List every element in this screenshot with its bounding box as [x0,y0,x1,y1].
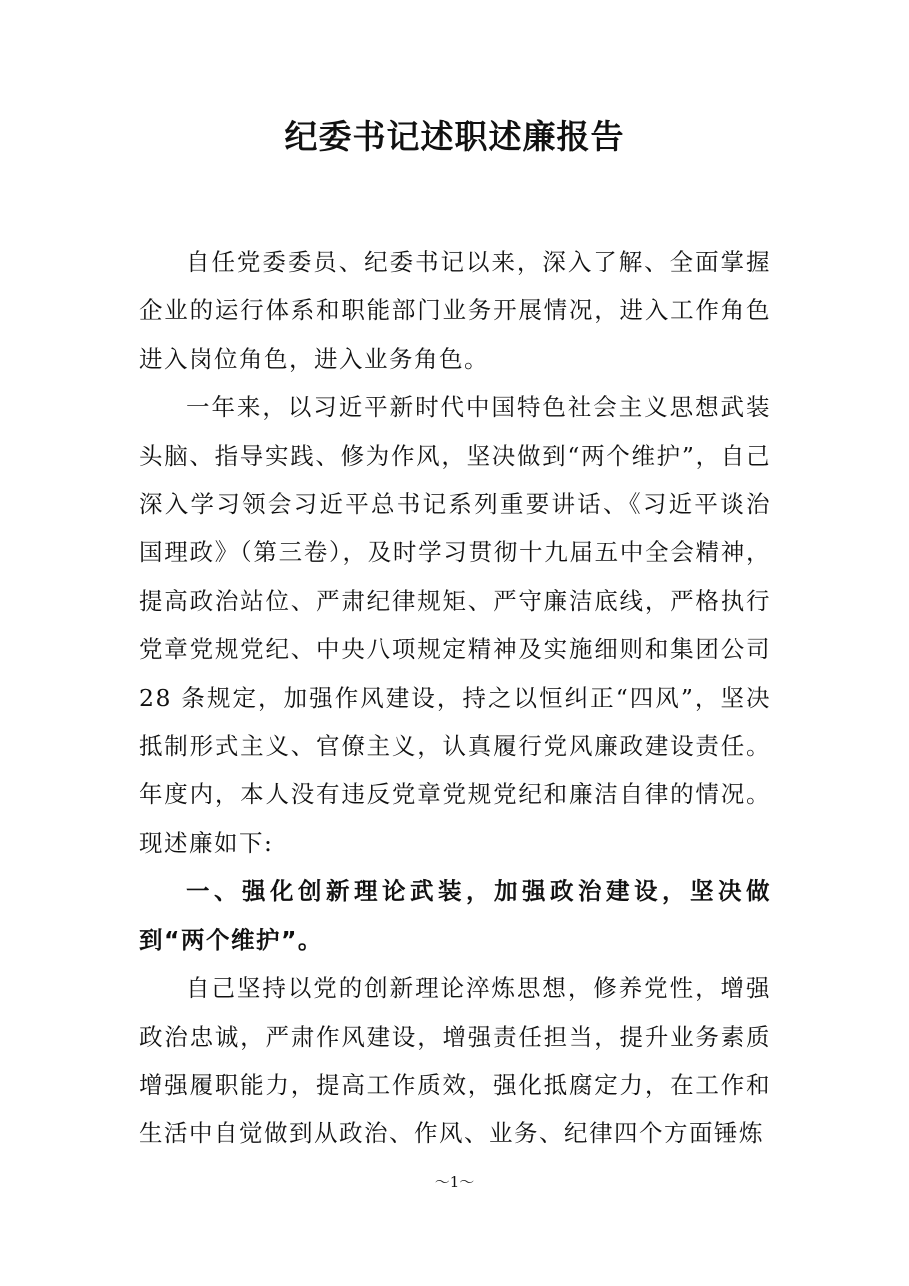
page-number: ～1～ [434,1173,475,1191]
document-title: 纪委书记述职述廉报告 [284,117,625,156]
summary-paragraph: 一年来，以习近平新时代中国特色社会主义思想武装头脑、指导实践、修为作风，坚决做到“两个维护”，自己深入学习领会习近平总书记系列重要讲话、《习近平谈治国理政》（第三卷），及时学习贯彻十九届五中全会精神，提高政治站位、严肃纪律规矩、严守廉洁底线，严格执行党章党规党纪、中央八项规定精神及实施细则和集团公司 28 条规定，加强作风建设，持之以恒纠正“四风”，坚决抵制形式主义、官僚主义，认真履行党风廉政建设责任。年度内，本人没有违反党章党规党纪和廉洁自律的情况。现述廉如下: [139,393,771,857]
section-1-paragraph: 自己坚持以党的创新理论淬炼思想，修养党性，增强政治忠诚，严肃作风建设，增强责任担当，提升业务素质增强履职能力，提高工作质效，强化抵腐定力，在工作和生活中自觉做到从政治、作风、业务、纪律四个方面锤炼 [139,974,771,1148]
section-heading-1: 一、强化创新理论武装，加强政治建设，坚决做到“两个维护”。 [139,877,771,954]
intro-paragraph: 自任党委委员、纪委书记以来，深入了解、全面掌握企业的运行体系和职能部门业务开展情况，进入工作角色进入岗位角色，进入业务角色。 [139,248,771,373]
document-body [139,238,771,1158]
